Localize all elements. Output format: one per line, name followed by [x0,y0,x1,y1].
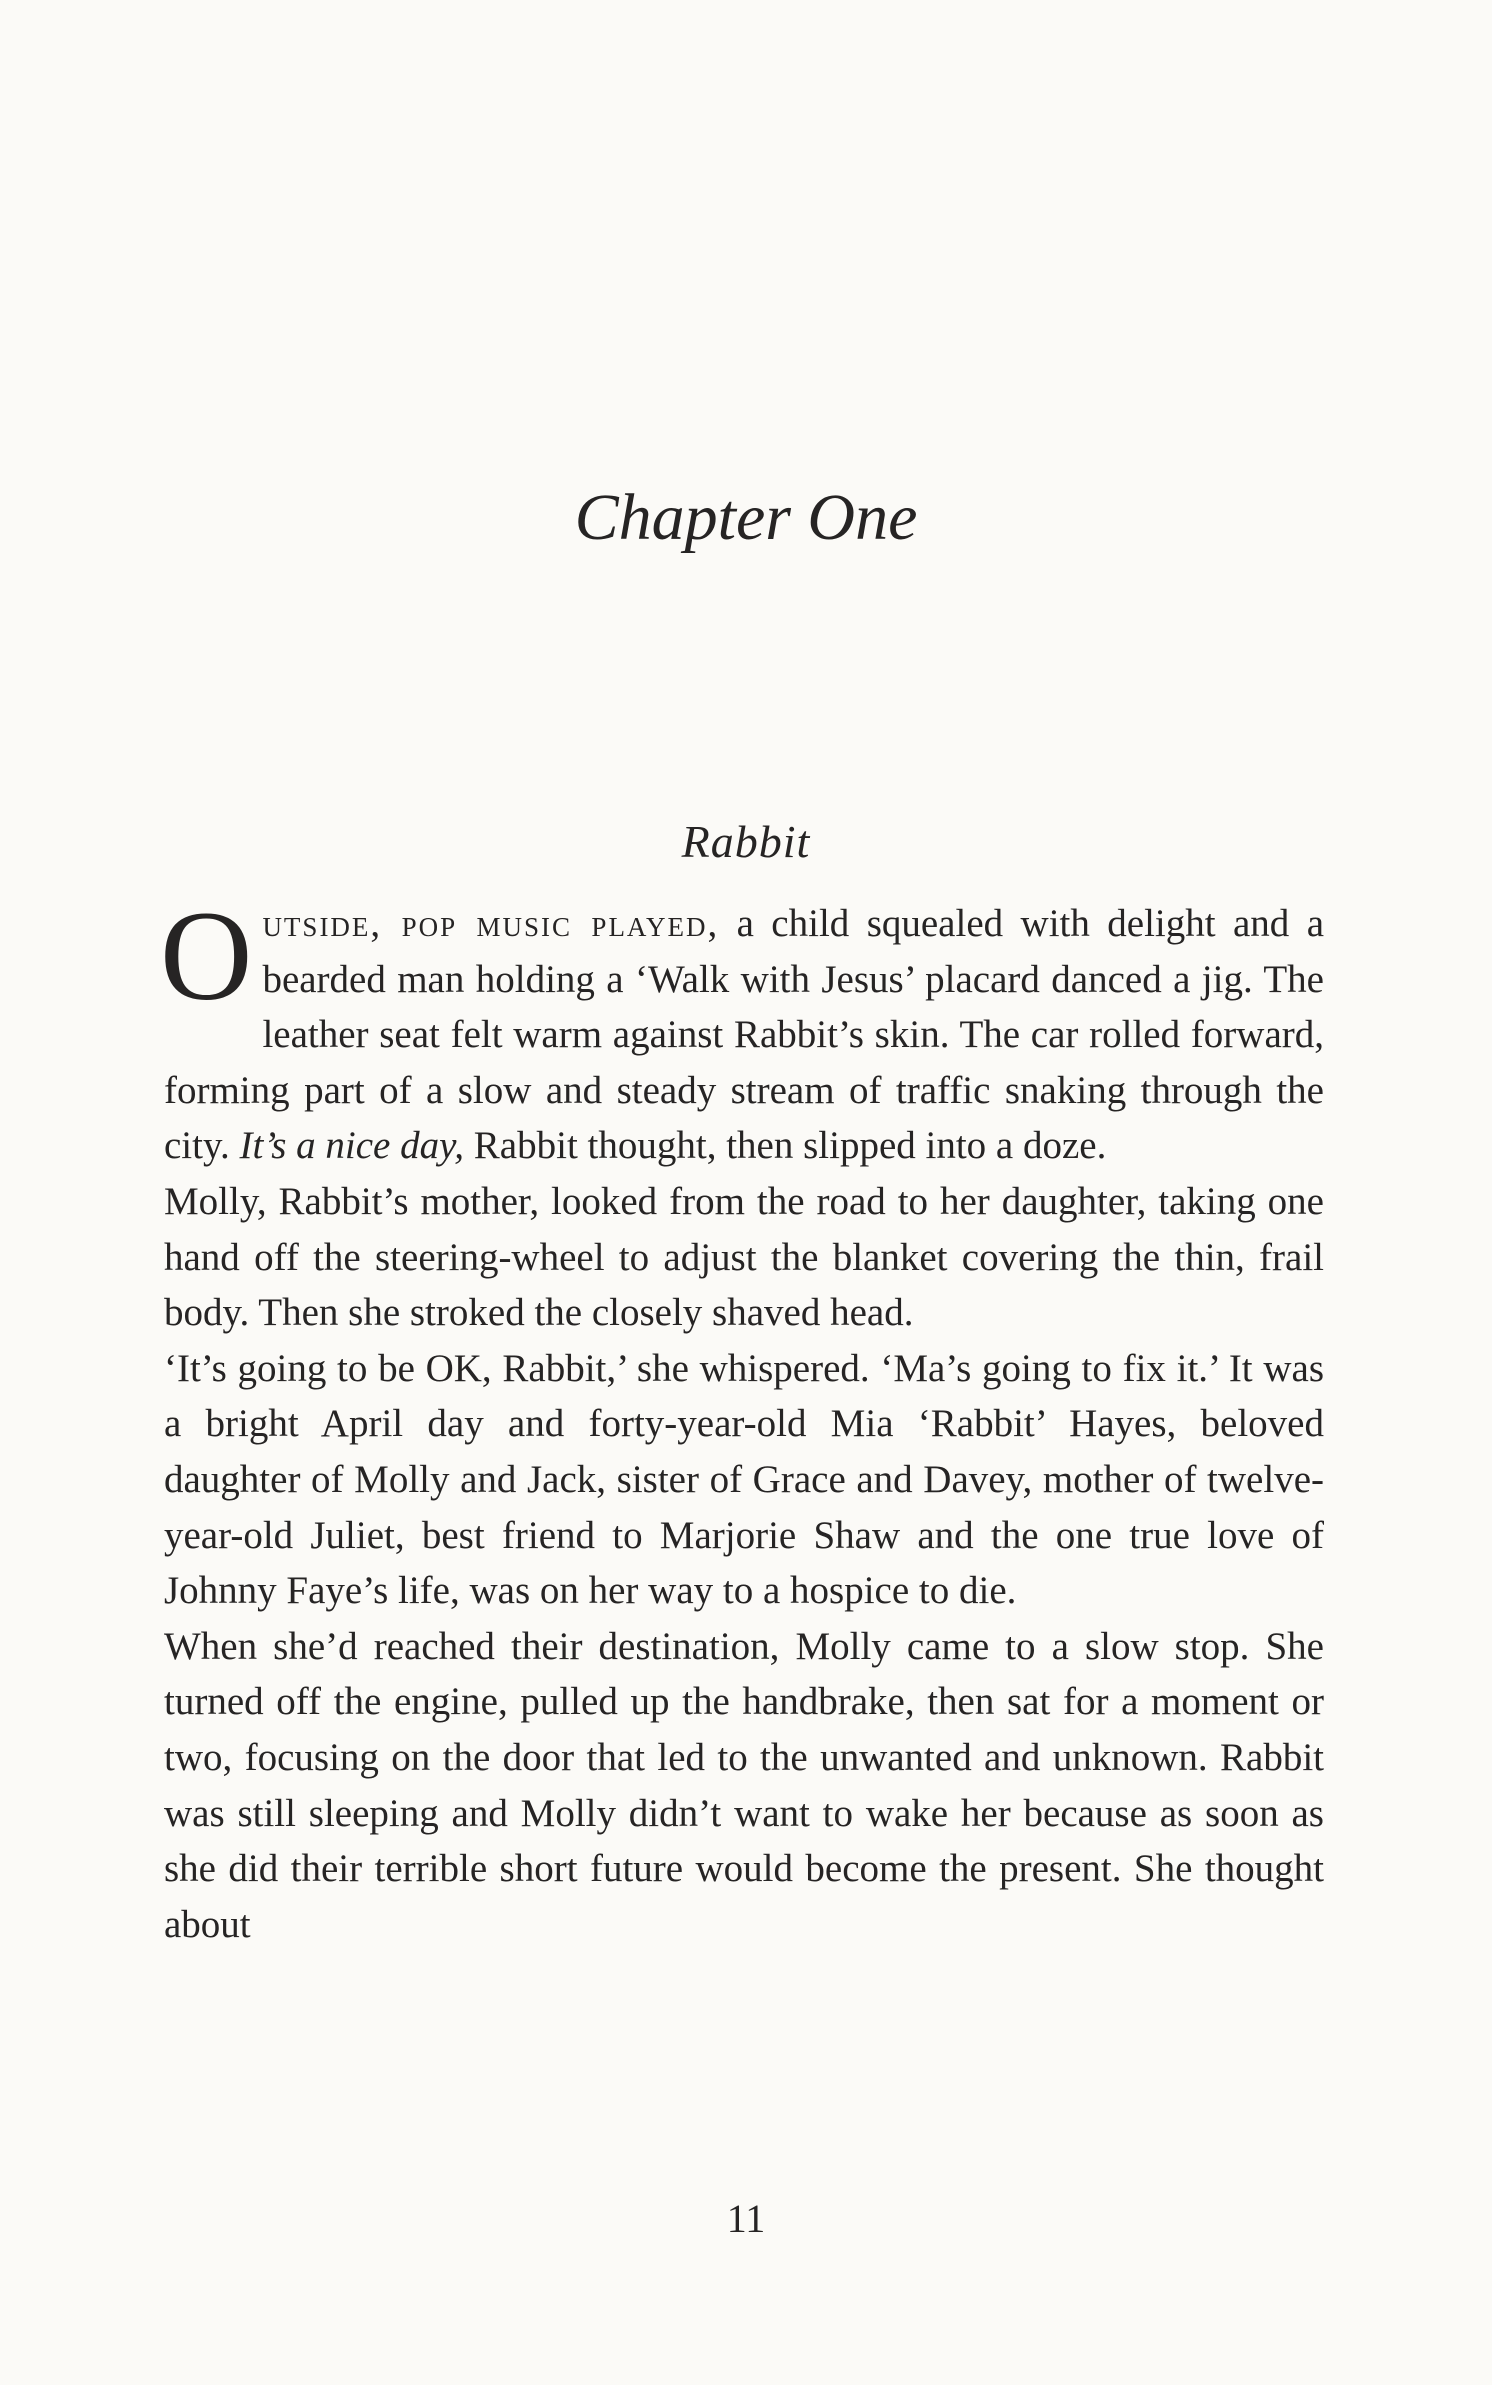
page-number: 11 [726,2196,766,2241]
paragraph-1-text-a: a child squealed with delight and a bearded man holding a ‘Walk with Jesus’ placard danced a jig. The leather seat felt warm against Rabbit’s skin. The car rolled forward, forming part of a slow and steady stream of traffic snaking through the city. [164,902,1324,1168]
paragraph-3: ‘It’s going to be OK, Rabbit,’ she whispered. ‘Ma’s going to fix it.’ It was a bright April day and forty-year-old Mia ‘Rabbit’ Hayes, beloved daughter of Molly and Jack, sister of Grace and Davey, mother of twelve-year-old Juliet, best friend to Marjorie Shaw and the one true love of Johnny Faye’s life, was on her way to a hospice to die. [164,1346,1324,1613]
italic-phrase: It’s a nice day, [239,1124,465,1168]
small-caps-lead: utside, pop music played, [262,902,720,945]
section-title: Rabbit [681,816,811,867]
drop-cap: O [160,885,253,1027]
paragraph-1-text-b: Rabbit thought, then slipped into a doze. [464,1124,1107,1168]
paragraph-4: When she’d reached their destination, Molly came to a slow stop. She turned off the engine, pulled up the handbrake, then sat for a moment or two, focusing on the door that led to the unwanted and unknown. Rabbit was still sleeping and Molly didn’t want to wake her because as soon as she did their terrible short future would become the present. She thought about [164,1624,1324,1946]
chapter-title: Chapter One [574,481,918,554]
paragraph-2: Molly, Rabbit’s mother, looked from the road to her daughter, taking one hand off the steering-wheel to adjust the blanket covering the thin, frail body. Then she stroked the closely shaved head. [164,1179,1324,1335]
paragraph-1 [160,885,1324,1174]
body-text [160,885,1324,1952]
